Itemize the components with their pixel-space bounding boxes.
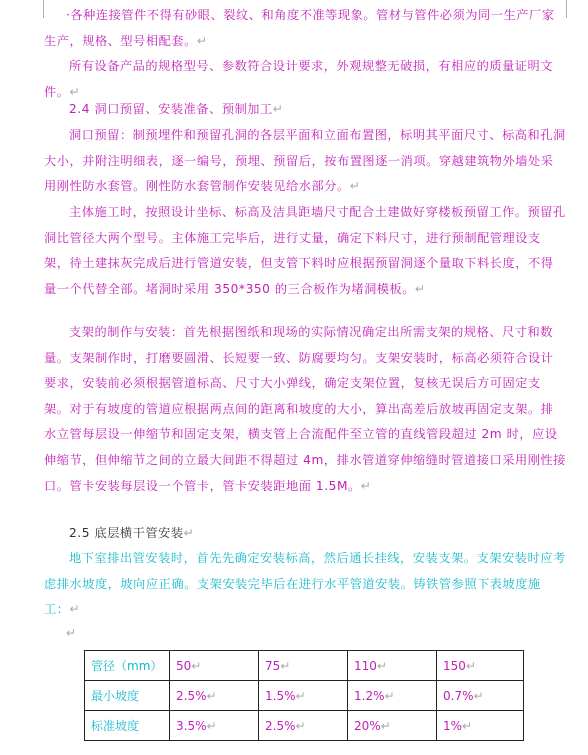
paragraph-hole-reservation[interactable]: 洞口预留：制预埋件和预留孔洞的各层平面和立面布置图，标明其平面尺寸、标高和孔洞大小，并附注明细表，逐一编号，预埋、预留后，按布置图逐一消项。穿越建筑物外墙处采用刚性防水套管。刚性防水套管制作安装见给水部分。↵ [44,128,566,194]
table-cell[interactable]: 150↵ [437,651,524,681]
table-cell[interactable]: 20%↵ [348,711,437,741]
table-cell[interactable]: 75↵ [259,651,348,681]
table-cell[interactable]: 1%↵ [437,711,524,741]
table-cell[interactable]: 50↵ [170,651,259,681]
table-cell[interactable]: 0.7%↵ [437,681,524,711]
paragraph-equipment-specs[interactable]: 所有设备产品的规格型号、参数符合设计要求，外观规整无破损，有相应的质量证明文件。↵ [44,59,554,99]
paragraph-support-installation[interactable]: 支架的制作与安装：首先根据图纸和现场的实际情况确定出所需支架的规格、尺寸和数量。支架制作时，打磨要圆滑、长短要一致、防腐要均匀。支架安装时，标高必须符合设计要求，安装前必须根据管道标高、尺寸大小弹线，确定支架位置，复核无误后方可固定支架。对于有坡度的管道应根据两点间的距离和坡度的大小，算出高差后放坡再固定支架。排水立管每层设一伸缩节和固定支架，横支管上合流配件至立管的直线管段超过 2m 时，应设伸缩节，但伸缩节之间的立最大间距不得超过 4m，排水管道穿伸缩缝时管道接口采用刚性接口。管卡安装每层设一个管卡，管卡安装距地面 1.5M。↵ [44,325,566,493]
table-row [85,651,524,681]
table-row [85,711,524,741]
table-cell[interactable]: 110↵ [348,651,437,681]
empty-paragraph[interactable]: ↵ [66,626,77,640]
table-row [85,681,524,711]
paragraph-basement-drain[interactable]: 地下室排出管安装时，首先先确定安装标高，然后通长挂线，安装支架。支架安装时应考虑排水坡度，坡向应正确。支架安装完毕后在进行水平管道安装。铸铁管参照下表坡度施工：↵ [44,551,566,617]
section-heading-2-5[interactable]: 2.5 底层横干管安装↵ [69,526,195,540]
slope-table [84,650,524,741]
table-row-header[interactable]: 标准坡度 [85,711,170,741]
table-cell[interactable]: 3.5%↵ [170,711,259,741]
table-row-header[interactable]: 最小坡度 [85,681,170,711]
table-cell[interactable]: 1.2%↵ [348,681,437,711]
table-cell[interactable]: 1.5%↵ [259,681,348,711]
margin-corner-mark-right [566,0,567,18]
table-cell[interactable]: 2.5%↵ [259,711,348,741]
paragraph-main-construction[interactable]: 主体施工时，按照设计坐标、标高及洁具距墙尺寸配合土建做好穿楼板预留工作。预留孔洞比管径大两个型号。主体施工完毕后，进行丈量，确定下料尺寸，进行预制配管理设支架，待土建抹灰完成后进行管道安装，但支管下料时应根据预留洞逐个量取下料长度，不得量一个代替全部。堵洞时采用 350*350 的三合板作为堵洞模板。↵ [44,205,566,296]
section-heading-2-4[interactable]: 2.4 洞口预留、安装准备、预制加工↵ [69,102,284,116]
paragraph-pipe-fittings[interactable]: ·各种连接管件不得有砂眼、裂纹、和角度不准等现象。管材与管件必须为同一生产厂家生产，规格、型号相配套。↵ [44,8,555,48]
table-row-header[interactable]: 管径（mm） [85,651,170,681]
table-cell[interactable]: 2.5%↵ [170,681,259,711]
